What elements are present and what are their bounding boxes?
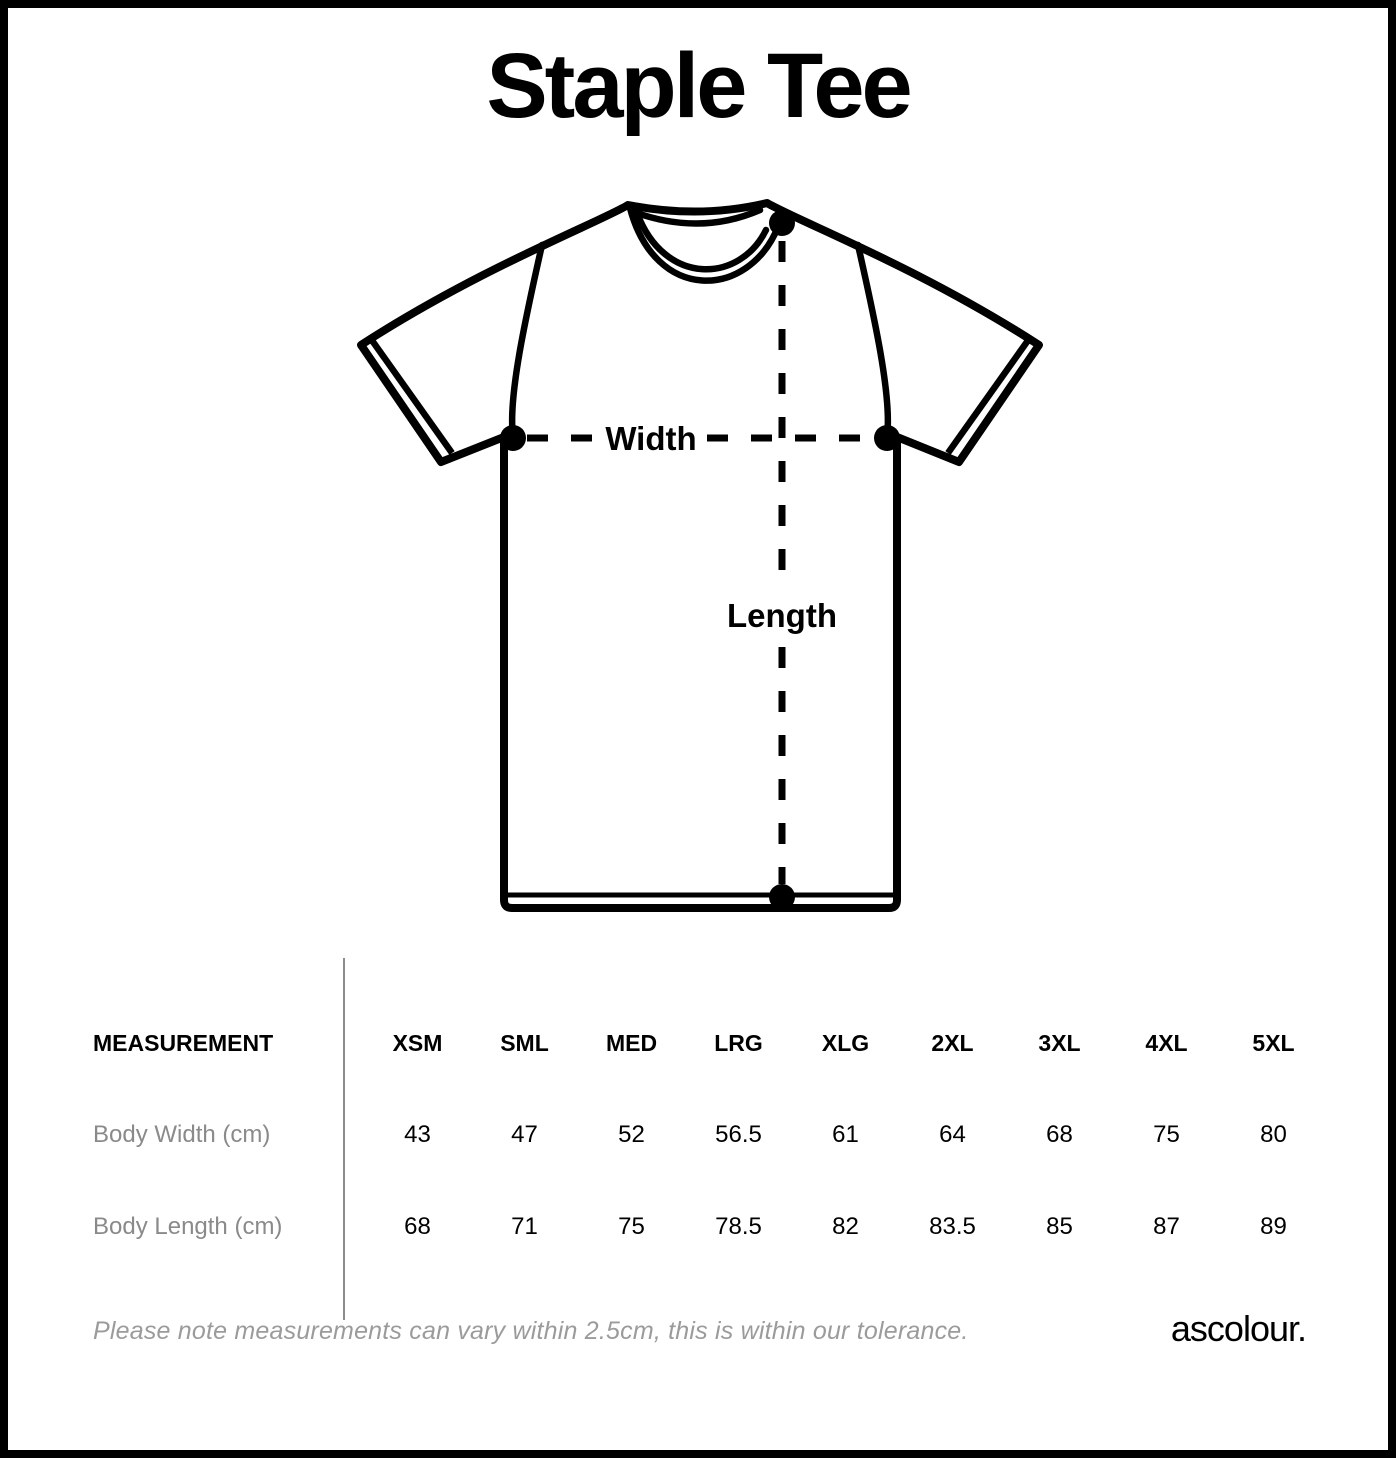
table-cell-value: 75	[618, 1213, 645, 1240]
table-cell-value: 43	[404, 1121, 431, 1148]
table-cell-value: 56.5	[715, 1121, 762, 1148]
table-cell-value: 71	[511, 1213, 538, 1240]
table-cell-value: 80	[1260, 1121, 1287, 1148]
table-cell-value: 47	[511, 1121, 538, 1148]
measure-dot-shoulder	[769, 210, 795, 236]
table-header-size: XLG	[821, 1029, 870, 1056]
table-cell-value: 82	[832, 1213, 859, 1240]
table-row-label: Body Width (cm)	[93, 1121, 271, 1148]
table-cell-value: 83.5	[929, 1213, 976, 1240]
table-header-size: 2XL	[931, 1029, 974, 1056]
table-header-size: 4XL	[1145, 1029, 1188, 1056]
table-header-size: LRG	[714, 1029, 763, 1056]
table-header-size: 3XL	[1038, 1029, 1081, 1056]
table-header-size: XSM	[392, 1029, 443, 1056]
table-header-size: SML	[500, 1029, 549, 1056]
table-header-size: 5XL	[1252, 1029, 1295, 1056]
measure-dot-underarm-left	[500, 425, 526, 451]
table-cell-value: 85	[1046, 1213, 1073, 1240]
length-label: Length	[727, 597, 837, 634]
tshirt-diagram	[330, 180, 1070, 925]
table-cell-value: 64	[939, 1121, 966, 1148]
table-header-size: MED	[605, 1029, 658, 1056]
page-title: Staple Tee	[486, 35, 910, 137]
brand-logo: ascolour.	[1170, 1308, 1306, 1349]
measure-dot-hem	[769, 884, 795, 910]
measure-dot-underarm-right	[874, 425, 900, 451]
table-cell-value: 61	[832, 1121, 859, 1148]
width-label: Width	[605, 420, 697, 457]
table-cell-value: 78.5	[715, 1213, 762, 1240]
table-header-measurement: MEASUREMENT	[93, 1029, 274, 1056]
tshirt-outline	[361, 203, 1039, 908]
table-cell-value: 75	[1153, 1121, 1180, 1148]
size-table	[93, 997, 1327, 1273]
tolerance-note: Please note measurements can vary within 2.5cm, this is within our tolerance.	[93, 1317, 969, 1345]
table-cell-value: 87	[1153, 1213, 1180, 1240]
table-row-label: Body Length (cm)	[93, 1213, 283, 1240]
table-cell-value: 52	[618, 1121, 645, 1148]
table-cell-value: 68	[1046, 1121, 1073, 1148]
table-cell-value: 68	[404, 1213, 431, 1240]
table-cell-value: 89	[1260, 1213, 1287, 1240]
